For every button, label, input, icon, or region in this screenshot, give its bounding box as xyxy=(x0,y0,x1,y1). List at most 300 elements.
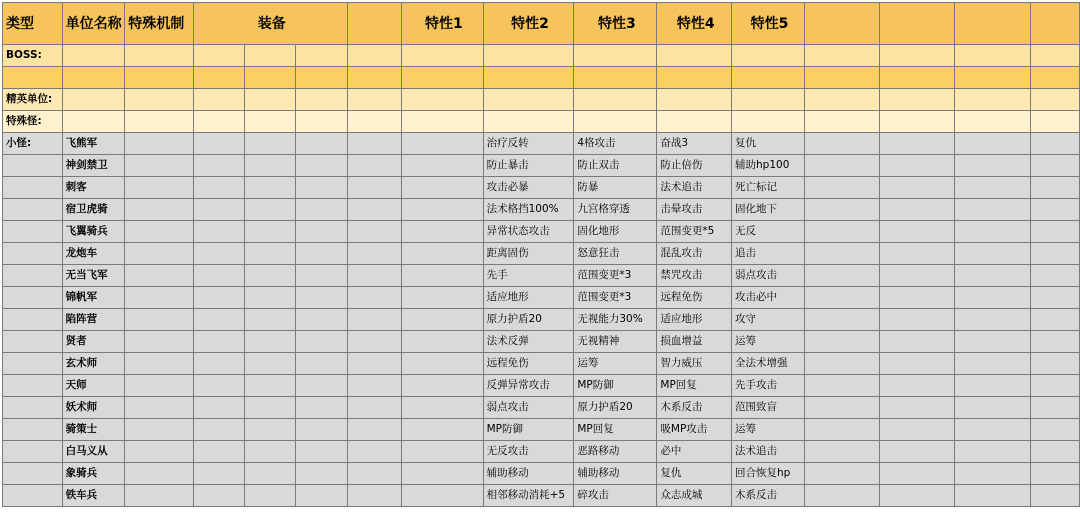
cell[interactable] xyxy=(879,331,954,353)
cell[interactable] xyxy=(1031,155,1080,177)
trait-cell[interactable]: 禁咒攻击 xyxy=(657,265,732,287)
cell[interactable] xyxy=(402,133,483,155)
cell[interactable] xyxy=(954,309,1031,331)
cell[interactable] xyxy=(805,89,880,111)
unit-name-cell[interactable]: 锦帆军 xyxy=(62,287,125,309)
trait-cell[interactable]: 防暴 xyxy=(574,177,657,199)
cell[interactable] xyxy=(125,199,194,221)
type-cell[interactable]: 精英单位: xyxy=(3,89,63,111)
cell[interactable] xyxy=(193,419,244,441)
cell[interactable] xyxy=(193,133,244,155)
cell[interactable] xyxy=(805,463,880,485)
cell[interactable] xyxy=(245,199,296,221)
cell[interactable] xyxy=(805,265,880,287)
cell[interactable] xyxy=(805,177,880,199)
cell[interactable] xyxy=(954,177,1031,199)
header-trait1[interactable]: 特性1 xyxy=(402,3,483,45)
type-cell[interactable] xyxy=(3,177,63,199)
unit-name-cell[interactable]: 陷阵营 xyxy=(62,309,125,331)
trait-cell[interactable]: 击晕攻击 xyxy=(657,199,732,221)
cell[interactable] xyxy=(193,309,244,331)
cell[interactable] xyxy=(1031,177,1080,199)
cell[interactable] xyxy=(879,155,954,177)
type-cell[interactable] xyxy=(3,287,63,309)
cell[interactable] xyxy=(805,45,880,67)
cell[interactable] xyxy=(954,67,1031,89)
header-empty-cell[interactable] xyxy=(1031,3,1080,45)
cell[interactable] xyxy=(347,419,402,441)
cell[interactable] xyxy=(1031,309,1080,331)
cell[interactable] xyxy=(296,375,347,397)
cell[interactable] xyxy=(245,111,296,133)
cell[interactable] xyxy=(805,243,880,265)
type-cell[interactable] xyxy=(3,463,63,485)
trait-cell[interactable]: 攻守 xyxy=(732,309,805,331)
cell[interactable] xyxy=(954,155,1031,177)
trait-cell[interactable]: 法术格挡100% xyxy=(483,199,574,221)
cell[interactable] xyxy=(574,67,657,89)
unit-name-cell[interactable] xyxy=(62,111,125,133)
type-cell[interactable] xyxy=(3,67,63,89)
cell[interactable] xyxy=(402,331,483,353)
trait-cell[interactable]: 死亡标记 xyxy=(732,177,805,199)
trait-cell[interactable]: 辅助移动 xyxy=(574,463,657,485)
cell[interactable] xyxy=(245,485,296,507)
cell[interactable] xyxy=(193,89,244,111)
cell[interactable] xyxy=(954,485,1031,507)
cell[interactable] xyxy=(347,177,402,199)
trait-cell[interactable]: 全法术增强 xyxy=(732,353,805,375)
cell[interactable] xyxy=(296,463,347,485)
cell[interactable] xyxy=(347,441,402,463)
trait-cell[interactable]: 法术追击 xyxy=(732,441,805,463)
unit-name-cell[interactable]: 飞熊军 xyxy=(62,133,125,155)
cell[interactable] xyxy=(805,287,880,309)
cell[interactable] xyxy=(347,309,402,331)
type-cell[interactable]: BOSS: xyxy=(3,45,63,67)
cell[interactable] xyxy=(732,89,805,111)
cell[interactable] xyxy=(805,419,880,441)
unit-name-cell[interactable]: 妖术师 xyxy=(62,397,125,419)
cell[interactable] xyxy=(402,265,483,287)
cell[interactable] xyxy=(245,133,296,155)
trait-cell[interactable]: 适应地形 xyxy=(483,287,574,309)
cell[interactable] xyxy=(879,111,954,133)
cell[interactable] xyxy=(954,221,1031,243)
cell[interactable] xyxy=(193,67,244,89)
cell[interactable] xyxy=(1031,397,1080,419)
trait-cell[interactable]: MP回复 xyxy=(574,419,657,441)
cell[interactable] xyxy=(125,463,194,485)
unit-name-cell[interactable]: 骑策士 xyxy=(62,419,125,441)
cell[interactable] xyxy=(402,463,483,485)
cell[interactable] xyxy=(347,331,402,353)
cell[interactable] xyxy=(347,287,402,309)
cell[interactable] xyxy=(347,397,402,419)
cell[interactable] xyxy=(657,111,732,133)
cell[interactable] xyxy=(805,111,880,133)
trait-cell[interactable]: 反弹异常攻击 xyxy=(483,375,574,397)
header-type[interactable]: 类型 xyxy=(3,3,63,45)
cell[interactable] xyxy=(296,287,347,309)
cell[interactable] xyxy=(296,199,347,221)
cell[interactable] xyxy=(296,89,347,111)
cell[interactable] xyxy=(125,287,194,309)
type-cell[interactable] xyxy=(3,155,63,177)
unit-name-cell[interactable]: 白马义从 xyxy=(62,441,125,463)
trait-cell[interactable]: 防止双击 xyxy=(574,155,657,177)
cell[interactable] xyxy=(347,221,402,243)
trait-cell[interactable]: 运筹 xyxy=(732,419,805,441)
cell[interactable] xyxy=(1031,485,1080,507)
cell[interactable] xyxy=(1031,463,1080,485)
cell[interactable] xyxy=(347,89,402,111)
cell[interactable] xyxy=(245,309,296,331)
cell[interactable] xyxy=(1031,353,1080,375)
unit-name-cell[interactable]: 天师 xyxy=(62,375,125,397)
cell[interactable] xyxy=(954,265,1031,287)
cell[interactable] xyxy=(954,89,1031,111)
cell[interactable] xyxy=(125,485,194,507)
trait-cell[interactable]: 异常状态攻击 xyxy=(483,221,574,243)
trait-cell[interactable]: 范围变更*3 xyxy=(574,287,657,309)
cell[interactable] xyxy=(245,177,296,199)
cell[interactable] xyxy=(1031,441,1080,463)
trait-cell[interactable]: 弱点攻击 xyxy=(483,397,574,419)
cell[interactable] xyxy=(402,111,483,133)
cell[interactable] xyxy=(483,89,574,111)
type-cell[interactable] xyxy=(3,397,63,419)
cell[interactable] xyxy=(193,353,244,375)
cell[interactable] xyxy=(1031,287,1080,309)
cell[interactable] xyxy=(296,441,347,463)
trait-cell[interactable]: 奋战3 xyxy=(657,133,732,155)
type-cell[interactable]: 特殊怪: xyxy=(3,111,63,133)
unit-name-cell[interactable]: 龙炮车 xyxy=(62,243,125,265)
cell[interactable] xyxy=(125,133,194,155)
cell[interactable] xyxy=(402,89,483,111)
unit-name-cell[interactable] xyxy=(62,45,125,67)
cell[interactable] xyxy=(193,331,244,353)
trait-cell[interactable]: 攻击必暴 xyxy=(483,177,574,199)
trait-cell[interactable]: 无反攻击 xyxy=(483,441,574,463)
cell[interactable] xyxy=(193,375,244,397)
cell[interactable] xyxy=(805,331,880,353)
cell[interactable] xyxy=(125,397,194,419)
cell[interactable] xyxy=(805,397,880,419)
header-trait5[interactable]: 特性5 xyxy=(732,3,805,45)
cell[interactable] xyxy=(125,155,194,177)
header-equipment[interactable]: 装备 xyxy=(193,3,347,45)
cell[interactable] xyxy=(347,485,402,507)
cell[interactable] xyxy=(245,265,296,287)
header-special[interactable]: 特殊机制 xyxy=(125,3,194,45)
trait-cell[interactable]: 范围变更*5 xyxy=(657,221,732,243)
cell[interactable] xyxy=(402,199,483,221)
cell[interactable] xyxy=(347,353,402,375)
trait-cell[interactable]: 智力威压 xyxy=(657,353,732,375)
cell[interactable] xyxy=(296,485,347,507)
cell[interactable] xyxy=(402,441,483,463)
cell[interactable] xyxy=(296,133,347,155)
cell[interactable] xyxy=(296,397,347,419)
trait-cell[interactable]: 固化地形 xyxy=(574,221,657,243)
cell[interactable] xyxy=(296,111,347,133)
cell[interactable] xyxy=(1031,199,1080,221)
trait-cell[interactable]: 4格攻击 xyxy=(574,133,657,155)
cell[interactable] xyxy=(657,89,732,111)
cell[interactable] xyxy=(483,67,574,89)
type-cell[interactable] xyxy=(3,375,63,397)
cell[interactable] xyxy=(193,243,244,265)
trait-cell[interactable]: 碎攻击 xyxy=(574,485,657,507)
trait-cell[interactable]: 固化地下 xyxy=(732,199,805,221)
cell[interactable] xyxy=(125,45,194,67)
cell[interactable] xyxy=(296,243,347,265)
trait-cell[interactable]: 回合恢复hp xyxy=(732,463,805,485)
cell[interactable] xyxy=(879,177,954,199)
cell[interactable] xyxy=(193,287,244,309)
cell[interactable] xyxy=(347,375,402,397)
trait-cell[interactable]: 复仇 xyxy=(657,463,732,485)
cell[interactable] xyxy=(1031,265,1080,287)
cell[interactable] xyxy=(1031,243,1080,265)
cell[interactable] xyxy=(574,111,657,133)
unit-name-cell[interactable] xyxy=(62,89,125,111)
cell[interactable] xyxy=(879,419,954,441)
cell[interactable] xyxy=(657,67,732,89)
cell[interactable] xyxy=(193,463,244,485)
cell[interactable] xyxy=(347,133,402,155)
type-cell[interactable] xyxy=(3,221,63,243)
cell[interactable] xyxy=(245,463,296,485)
cell[interactable] xyxy=(879,397,954,419)
cell[interactable] xyxy=(1031,89,1080,111)
trait-cell[interactable]: 必中 xyxy=(657,441,732,463)
trait-cell[interactable]: 损血增益 xyxy=(657,331,732,353)
trait-cell[interactable]: 恶路移动 xyxy=(574,441,657,463)
cell[interactable] xyxy=(954,199,1031,221)
header-empty-cell[interactable] xyxy=(879,3,954,45)
trait-cell[interactable]: 适应地形 xyxy=(657,309,732,331)
cell[interactable] xyxy=(296,155,347,177)
trait-cell[interactable]: MP回复 xyxy=(657,375,732,397)
cell[interactable] xyxy=(296,419,347,441)
cell[interactable] xyxy=(402,375,483,397)
header-trait4[interactable]: 特性4 xyxy=(657,3,732,45)
cell[interactable] xyxy=(1031,67,1080,89)
cell[interactable] xyxy=(402,485,483,507)
type-cell[interactable] xyxy=(3,331,63,353)
cell[interactable] xyxy=(805,133,880,155)
cell[interactable] xyxy=(193,265,244,287)
cell[interactable] xyxy=(732,111,805,133)
cell[interactable] xyxy=(954,463,1031,485)
cell[interactable] xyxy=(1031,419,1080,441)
cell[interactable] xyxy=(245,441,296,463)
cell[interactable] xyxy=(879,89,954,111)
trait-cell[interactable]: 复仇 xyxy=(732,133,805,155)
trait-cell[interactable]: 范围致盲 xyxy=(732,397,805,419)
cell[interactable] xyxy=(879,199,954,221)
cell[interactable] xyxy=(1031,221,1080,243)
header-trait2[interactable]: 特性2 xyxy=(483,3,574,45)
cell[interactable] xyxy=(954,133,1031,155)
cell[interactable] xyxy=(125,177,194,199)
cell[interactable] xyxy=(879,287,954,309)
cell[interactable] xyxy=(954,243,1031,265)
cell[interactable] xyxy=(193,45,244,67)
cell[interactable] xyxy=(193,397,244,419)
type-cell[interactable] xyxy=(3,353,63,375)
unit-name-cell[interactable]: 宿卫虎骑 xyxy=(62,199,125,221)
cell[interactable] xyxy=(402,287,483,309)
trait-cell[interactable]: 辅助移动 xyxy=(483,463,574,485)
cell[interactable] xyxy=(296,221,347,243)
cell[interactable] xyxy=(483,45,574,67)
cell[interactable] xyxy=(879,265,954,287)
trait-cell[interactable]: 木系反击 xyxy=(732,485,805,507)
type-cell[interactable] xyxy=(3,265,63,287)
cell[interactable] xyxy=(402,155,483,177)
trait-cell[interactable]: 无视能力30% xyxy=(574,309,657,331)
cell[interactable] xyxy=(125,265,194,287)
cell[interactable] xyxy=(245,397,296,419)
trait-cell[interactable]: 九宫格穿透 xyxy=(574,199,657,221)
cell[interactable] xyxy=(954,375,1031,397)
unit-name-cell[interactable]: 刺客 xyxy=(62,177,125,199)
type-cell[interactable] xyxy=(3,419,63,441)
cell[interactable] xyxy=(245,375,296,397)
trait-cell[interactable]: 远程免伤 xyxy=(657,287,732,309)
cell[interactable] xyxy=(1031,45,1080,67)
cell[interactable] xyxy=(402,397,483,419)
cell[interactable] xyxy=(1031,375,1080,397)
cell[interactable] xyxy=(879,353,954,375)
cell[interactable] xyxy=(245,419,296,441)
unit-name-cell[interactable] xyxy=(62,67,125,89)
cell[interactable] xyxy=(245,331,296,353)
unit-name-cell[interactable]: 玄术师 xyxy=(62,353,125,375)
header-empty-cell[interactable] xyxy=(954,3,1031,45)
cell[interactable] xyxy=(125,309,194,331)
trait-cell[interactable]: MP防御 xyxy=(483,419,574,441)
trait-cell[interactable]: 怒意狂击 xyxy=(574,243,657,265)
cell[interactable] xyxy=(879,221,954,243)
cell[interactable] xyxy=(805,155,880,177)
trait-cell[interactable]: 法术反弹 xyxy=(483,331,574,353)
cell[interactable] xyxy=(954,111,1031,133)
cell[interactable] xyxy=(125,353,194,375)
cell[interactable] xyxy=(125,111,194,133)
cell[interactable] xyxy=(805,309,880,331)
cell[interactable] xyxy=(402,419,483,441)
cell[interactable] xyxy=(296,265,347,287)
cell[interactable] xyxy=(125,331,194,353)
cell[interactable] xyxy=(805,221,880,243)
type-cell[interactable] xyxy=(3,485,63,507)
cell[interactable] xyxy=(954,287,1031,309)
unit-name-cell[interactable]: 铁车兵 xyxy=(62,485,125,507)
trait-cell[interactable]: 治疗反转 xyxy=(483,133,574,155)
cell[interactable] xyxy=(805,441,880,463)
cell[interactable] xyxy=(245,243,296,265)
cell[interactable] xyxy=(805,353,880,375)
unit-name-cell[interactable]: 贤者 xyxy=(62,331,125,353)
cell[interactable] xyxy=(125,221,194,243)
trait-cell[interactable]: 法术追击 xyxy=(657,177,732,199)
cell[interactable] xyxy=(879,375,954,397)
cell[interactable] xyxy=(193,111,244,133)
cell[interactable] xyxy=(193,155,244,177)
trait-cell[interactable]: 吸MP攻击 xyxy=(657,419,732,441)
cell[interactable] xyxy=(296,177,347,199)
trait-cell[interactable]: 先手 xyxy=(483,265,574,287)
cell[interactable] xyxy=(245,89,296,111)
unit-name-cell[interactable]: 飞翼骑兵 xyxy=(62,221,125,243)
cell[interactable] xyxy=(296,45,347,67)
cell[interactable] xyxy=(125,375,194,397)
unit-name-cell[interactable]: 无当飞军 xyxy=(62,265,125,287)
cell[interactable] xyxy=(125,67,194,89)
cell[interactable] xyxy=(402,177,483,199)
trait-cell[interactable]: 运筹 xyxy=(732,331,805,353)
cell[interactable] xyxy=(347,243,402,265)
cell[interactable] xyxy=(125,441,194,463)
trait-cell[interactable]: 混乱攻击 xyxy=(657,243,732,265)
cell[interactable] xyxy=(296,309,347,331)
cell[interactable] xyxy=(347,67,402,89)
cell[interactable] xyxy=(1031,133,1080,155)
trait-cell[interactable]: 木系反击 xyxy=(657,397,732,419)
cell[interactable] xyxy=(347,111,402,133)
cell[interactable] xyxy=(879,309,954,331)
cell[interactable] xyxy=(954,353,1031,375)
trait-cell[interactable]: 无视精神 xyxy=(574,331,657,353)
cell[interactable] xyxy=(245,287,296,309)
cell[interactable] xyxy=(732,45,805,67)
type-cell[interactable] xyxy=(3,243,63,265)
cell[interactable] xyxy=(125,243,194,265)
cell[interactable] xyxy=(805,199,880,221)
trait-cell[interactable]: 先手攻击 xyxy=(732,375,805,397)
cell[interactable] xyxy=(402,243,483,265)
trait-cell[interactable]: MP防御 xyxy=(574,375,657,397)
cell[interactable] xyxy=(805,67,880,89)
cell[interactable] xyxy=(879,133,954,155)
cell[interactable] xyxy=(347,199,402,221)
trait-cell[interactable]: 辅助hp100 xyxy=(732,155,805,177)
unit-name-cell[interactable]: 象骑兵 xyxy=(62,463,125,485)
cell[interactable] xyxy=(193,177,244,199)
cell[interactable] xyxy=(879,485,954,507)
cell[interactable] xyxy=(805,485,880,507)
cell[interactable] xyxy=(347,155,402,177)
cell[interactable] xyxy=(954,441,1031,463)
cell[interactable] xyxy=(805,375,880,397)
trait-cell[interactable]: 弱点攻击 xyxy=(732,265,805,287)
trait-cell[interactable]: 众志成城 xyxy=(657,485,732,507)
type-cell[interactable] xyxy=(3,309,63,331)
trait-cell[interactable]: 相邻移动消耗+5 xyxy=(483,485,574,507)
cell[interactable] xyxy=(347,45,402,67)
cell[interactable] xyxy=(402,67,483,89)
cell[interactable] xyxy=(245,353,296,375)
header-empty-cell[interactable] xyxy=(805,3,880,45)
header-unit-name[interactable]: 单位名称 xyxy=(62,3,125,45)
cell[interactable] xyxy=(245,67,296,89)
cell[interactable] xyxy=(954,331,1031,353)
